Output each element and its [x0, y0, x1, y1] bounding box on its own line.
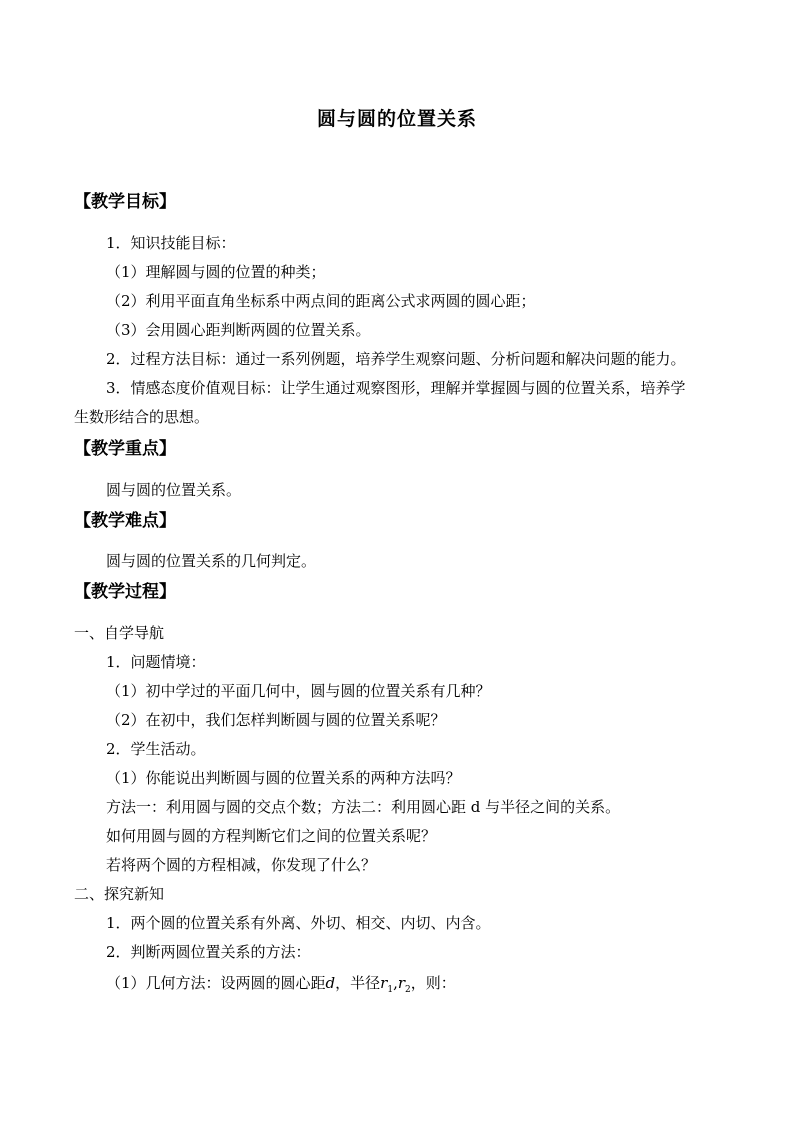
goal-line: （3）会用圆心距判断两圆的位置关系。: [106, 321, 371, 339]
method-suffix: ，则：: [410, 974, 456, 992]
method-middle: ，半径: [335, 974, 381, 992]
difficulty-heading: 【教学难点】: [74, 511, 176, 531]
part1-line: （1）你能说出判断圆与圆的位置关系的两种方法吗？: [106, 769, 461, 787]
part1-title: 一、自学导航: [74, 624, 165, 642]
goal-line: 生数形结合的思想。: [74, 408, 210, 426]
part1-line: 若将两个圆的方程相减，你发现了什么？: [106, 856, 377, 874]
method-prefix: （1）几何方法：设两圆的圆心距: [106, 974, 326, 992]
part1-line: （2）在初中，我们怎样判断圆与圆的位置关系呢？: [106, 711, 446, 729]
var-d: d: [325, 974, 336, 992]
process-heading: 【教学过程】: [74, 582, 176, 602]
key-point-text: 圆与圆的位置关系。: [106, 481, 242, 499]
sub-1: 1: [387, 985, 394, 995]
goal-line: （2）利用平面直角坐标系中两点间的距离公式求两圆的圆心距；: [106, 292, 536, 310]
page-title: 圆与圆的位置关系: [316, 108, 477, 130]
part1-line: 1．问题情境：: [106, 653, 206, 671]
part1-line: 如何用圆与圆的方程判断它们之间的位置关系呢？: [106, 827, 437, 845]
sub-2: 2: [405, 985, 411, 995]
difficulty-text: 圆与圆的位置关系的几何判定。: [106, 552, 317, 570]
method-line: [106, 972, 456, 1001]
part1-line: 2．学生活动。: [106, 740, 206, 758]
part1-line: （1）初中学过的平面几何中，圆与圆的位置关系有几种？: [106, 682, 491, 700]
goal-line: 1．知识技能目标：: [106, 234, 236, 252]
goal-line: 2．过程方法目标：通过一系列例题，培养学生观察问题、分析问题和解决问题的能力。: [106, 350, 686, 368]
separator: ,: [393, 974, 398, 992]
var-r2: r: [397, 974, 406, 992]
goals-heading: 【教学目标】: [74, 192, 176, 212]
goal-line: （1）理解圆与圆的位置的种类；: [106, 263, 326, 281]
var-r1: r: [380, 974, 388, 992]
part1-line: 方法一：利用圆与圆的交点个数；方法二：利用圆心距 d 与半径之间的关系。: [106, 798, 621, 816]
part2-line: 2．判断两圆位置关系的方法：: [106, 943, 311, 961]
part2-title: 二、探究新知: [74, 885, 165, 903]
goal-line: 3．情感态度价值观目标：让学生通过观察图形，理解并掌握圆与圆的位置关系，培养学: [106, 379, 686, 397]
part2-line: 1．两个圆的位置关系有外离、外切、相交、内切、内含。: [106, 914, 491, 932]
key-point-heading: 【教学重点】: [74, 439, 176, 459]
